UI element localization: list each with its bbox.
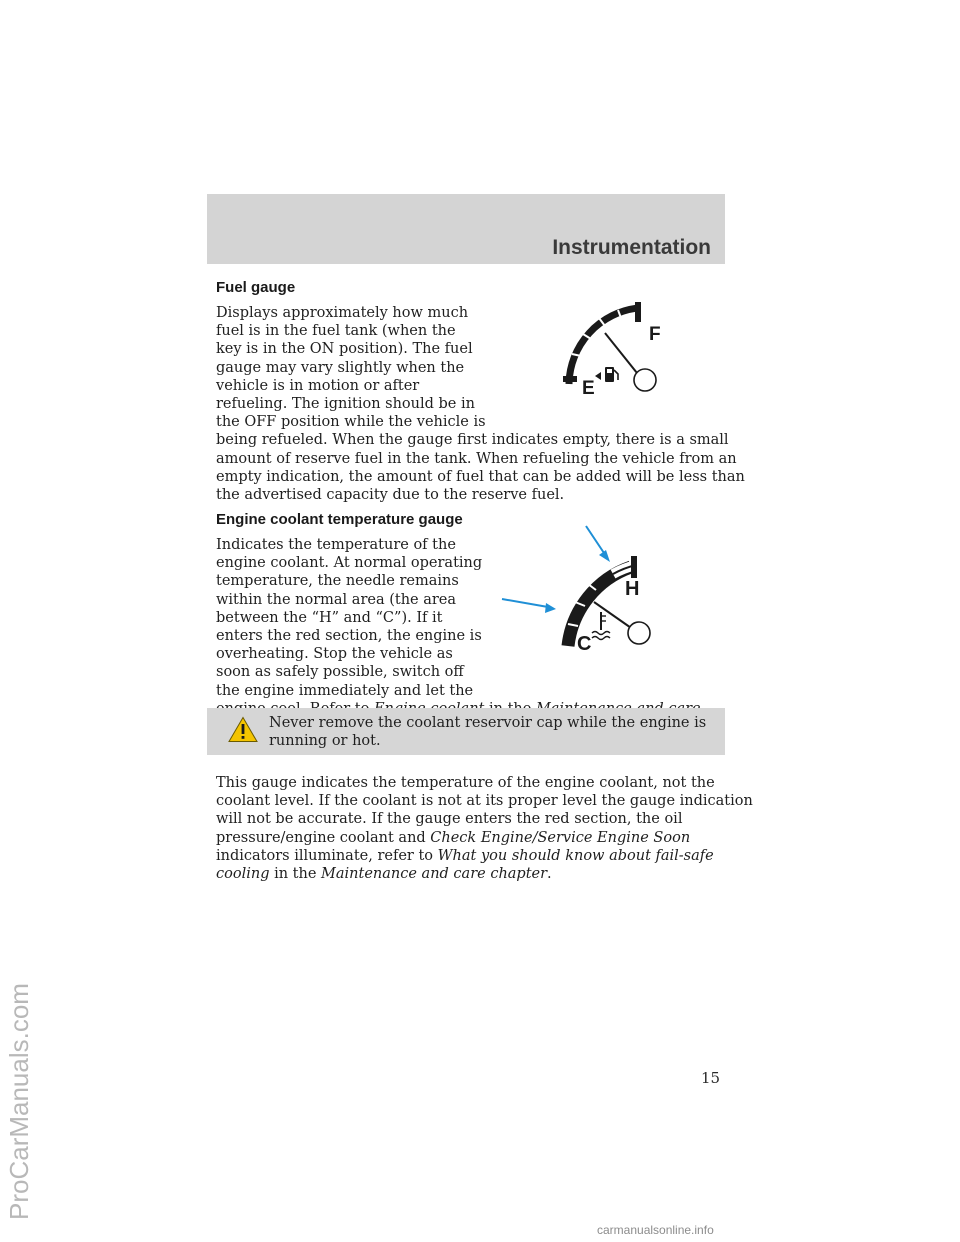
bottom-watermark: carmanualsonline.info xyxy=(597,1223,714,1237)
side-watermark-text: ProCarManuals.com xyxy=(4,983,34,1220)
side-watermark xyxy=(0,480,42,1240)
maintenance-chapter-reference: Maintenance and care chapter xyxy=(321,866,548,883)
coolant-temperature-icon xyxy=(592,612,610,640)
check-engine-reference: Check Engine/Service Engine Soon xyxy=(430,829,691,846)
coolant-closing-paragraph: This gauge indicates the temperature of the engine coolant, not the coolant level. If the coolant is not at its proper level the gauge indication will not be accurate. If the gauge enters the red section, the oil pressure/engine coolant and Check Engine/Service Engine Soon indicators illuminate, refer to What you should know about fail-safe cooling in the Maintenance and care chapter. xyxy=(216,775,753,883)
fuel-empty-label: E xyxy=(582,378,595,396)
warning-triangle-icon xyxy=(228,716,258,743)
coolant-gauge-paragraph: Indicates the temperature of the engine coolant. At normal operating temperature, the needle remains within the normal area (the area between the “H” and “C”). If it enters the red section, the engine is overheating. Stop the vehicle as soon as safely possible, switch off the engine immediately and let the xyxy=(216,536,701,736)
fuel-pump-icon xyxy=(595,367,618,382)
warning-text: Never remove the coolant reservoir cap while the engine is running or hot. xyxy=(269,715,707,749)
coolant-hot-label: H xyxy=(625,578,640,600)
fail-safe-cooling-reference: What you should know about fail-safe xyxy=(437,847,714,864)
coolant-cold-label: C xyxy=(577,633,592,655)
warning-box xyxy=(207,708,725,755)
fuel-full-label: F xyxy=(649,324,661,345)
page-number: 15 xyxy=(701,1069,721,1087)
arrow-to-normal-range xyxy=(502,599,556,613)
fuel-gauge-illustration xyxy=(555,296,665,396)
coolant-gauge-illustration xyxy=(498,520,668,670)
coolant-gauge-heading: Engine coolant temperature gauge xyxy=(216,511,463,528)
section-header-bar xyxy=(207,194,725,264)
fuel-gauge-paragraph: Displays approximately how much fuel is in the fuel tank (when the key is in the ON position). The fuel gauge may vary slightly when the vehicle is in motion or after refueling. The ignition should be in the OFF position while the vehicle is being refueled. When the gauge first indicates empty, there is a small amount of reserve fuel in the tank. When refueling the vehicle from an empty indication, the amount of fuel that can be added will be less than the advertised capacity due to the reserve fuel. xyxy=(216,305,745,504)
fuel-gauge-heading: Fuel gauge xyxy=(216,279,296,296)
section-title: Instrumentation xyxy=(552,236,711,259)
arrow-to-red-section xyxy=(586,526,610,562)
